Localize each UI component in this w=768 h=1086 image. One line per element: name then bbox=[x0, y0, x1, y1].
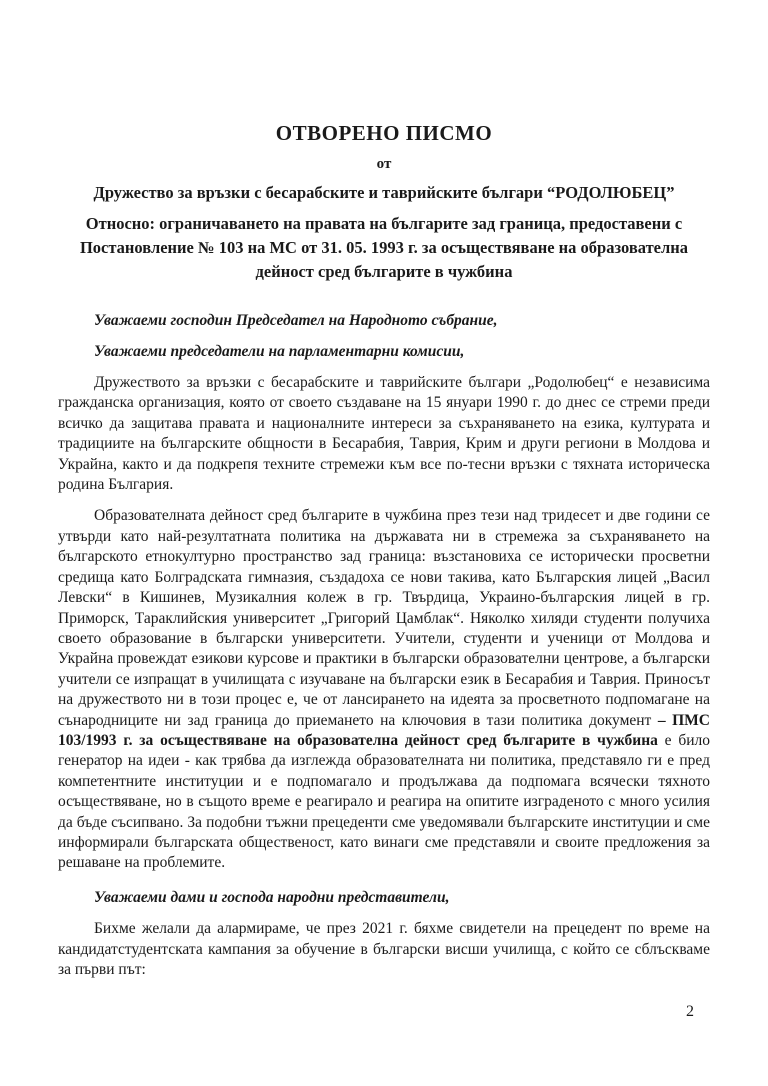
paragraph-intro: Дружеството за връзки с бесарабските и таврийските българи „Родолюбец“ е независима гражданска организация, която от своето създаване на 15 януари 1990 г. до днес се стреми преди всичко да защитава правата и националните интереси за съхраняването на езика, културата и традициите на българските общности в Бесарабия, Таврия, Крим и други региони в Молдова и Украйна, както и да подкрепя техните стремежи към все по-тесни връзки с тяхната историческа родина България. bbox=[58, 374, 710, 494]
paragraph-education-text-before: Образователната дейност сред българите в чужбина през тези над тридесет и две години се утвърди като най-резултатната политика на държавата ни в стремежа за съхраняването на българското етнокултурно пространство зад граница: възстановиха се исторически просветни средища като Болградската гимназия, създадоха се нови такива, като Българския лицей „Васил Левски“ в Кишинев, Музикалния колеж в гр. Твърдица, Украино-българския лицей в гр. Приморск, Тараклийския университет „Григорий Цамблак“. Няколко хиляди студенти получиха своето образование в български университети. Учители, студенти и ученици от Молдова и Украйна провеждат езикови курсове и практики в български образователни центрове, а български учители се изпращат в училищата с изучаване на български език в Бесарабия и Таврия. Приносът на дружеството ни в този процес е, че от лансирането на идеята за просветното подпомагане на сънародниците ни зад граница до приемането на ключовия в тази политика документ bbox=[58, 507, 710, 729]
paragraph-alarm: Бихме желали да алармираме, че през 2021 г. бяхме свидетели на прецедент по време на кандидатстудентската кампания за обучение в български висши училища, с който се сблъскваме за първи път: bbox=[58, 920, 710, 979]
document-title: ОТВОРЕНО ПИСМО bbox=[275, 121, 493, 145]
organization-line: Дружество за връзки с бесарабските и таврийските българи “РОДОЛЮБЕЦ” bbox=[93, 183, 675, 203]
subject-line: Относно: ограничаването на правата на българите зад граница, предоставени с Постановление № 103 на МС от 31. 05. 1993 г. за осъществяване на образователна дейност сред българите в чужбина bbox=[79, 214, 689, 282]
salutation-committees: Уважаеми председатели на парламентарни комисии, bbox=[94, 342, 465, 360]
salutation-chairman: Уважаеми господин Председател на Народното събрание, bbox=[94, 312, 498, 330]
paragraph-education-bold-decree: – ПМС 103/1993 г. за осъществяване на образователна дейност сред българите в чужбина bbox=[58, 711, 710, 749]
paragraph-education-text-after: е било генератор на идеи - как трябва да изглежда образователната ни политика, представяло ги е пред компетентните институции и е подпомагало и продължава да подпомага всячески тяхното осъществяване, но в същото време е реагирало и реагира на опитите изграденото с много усилия да бъде съсипвано. За подобни тъжни прецеденти сме уведомявали българските институции и сме информирали българската общественост, като винаги сме представяли и своите предложения за решаване на проблемите. bbox=[58, 731, 711, 872]
salutation-mps: Уважаеми дами и господа народни представители, bbox=[94, 888, 450, 906]
page-number: 2 bbox=[686, 1003, 694, 1020]
paragraph-education bbox=[58, 506, 710, 873]
from-label: от bbox=[376, 156, 392, 173]
